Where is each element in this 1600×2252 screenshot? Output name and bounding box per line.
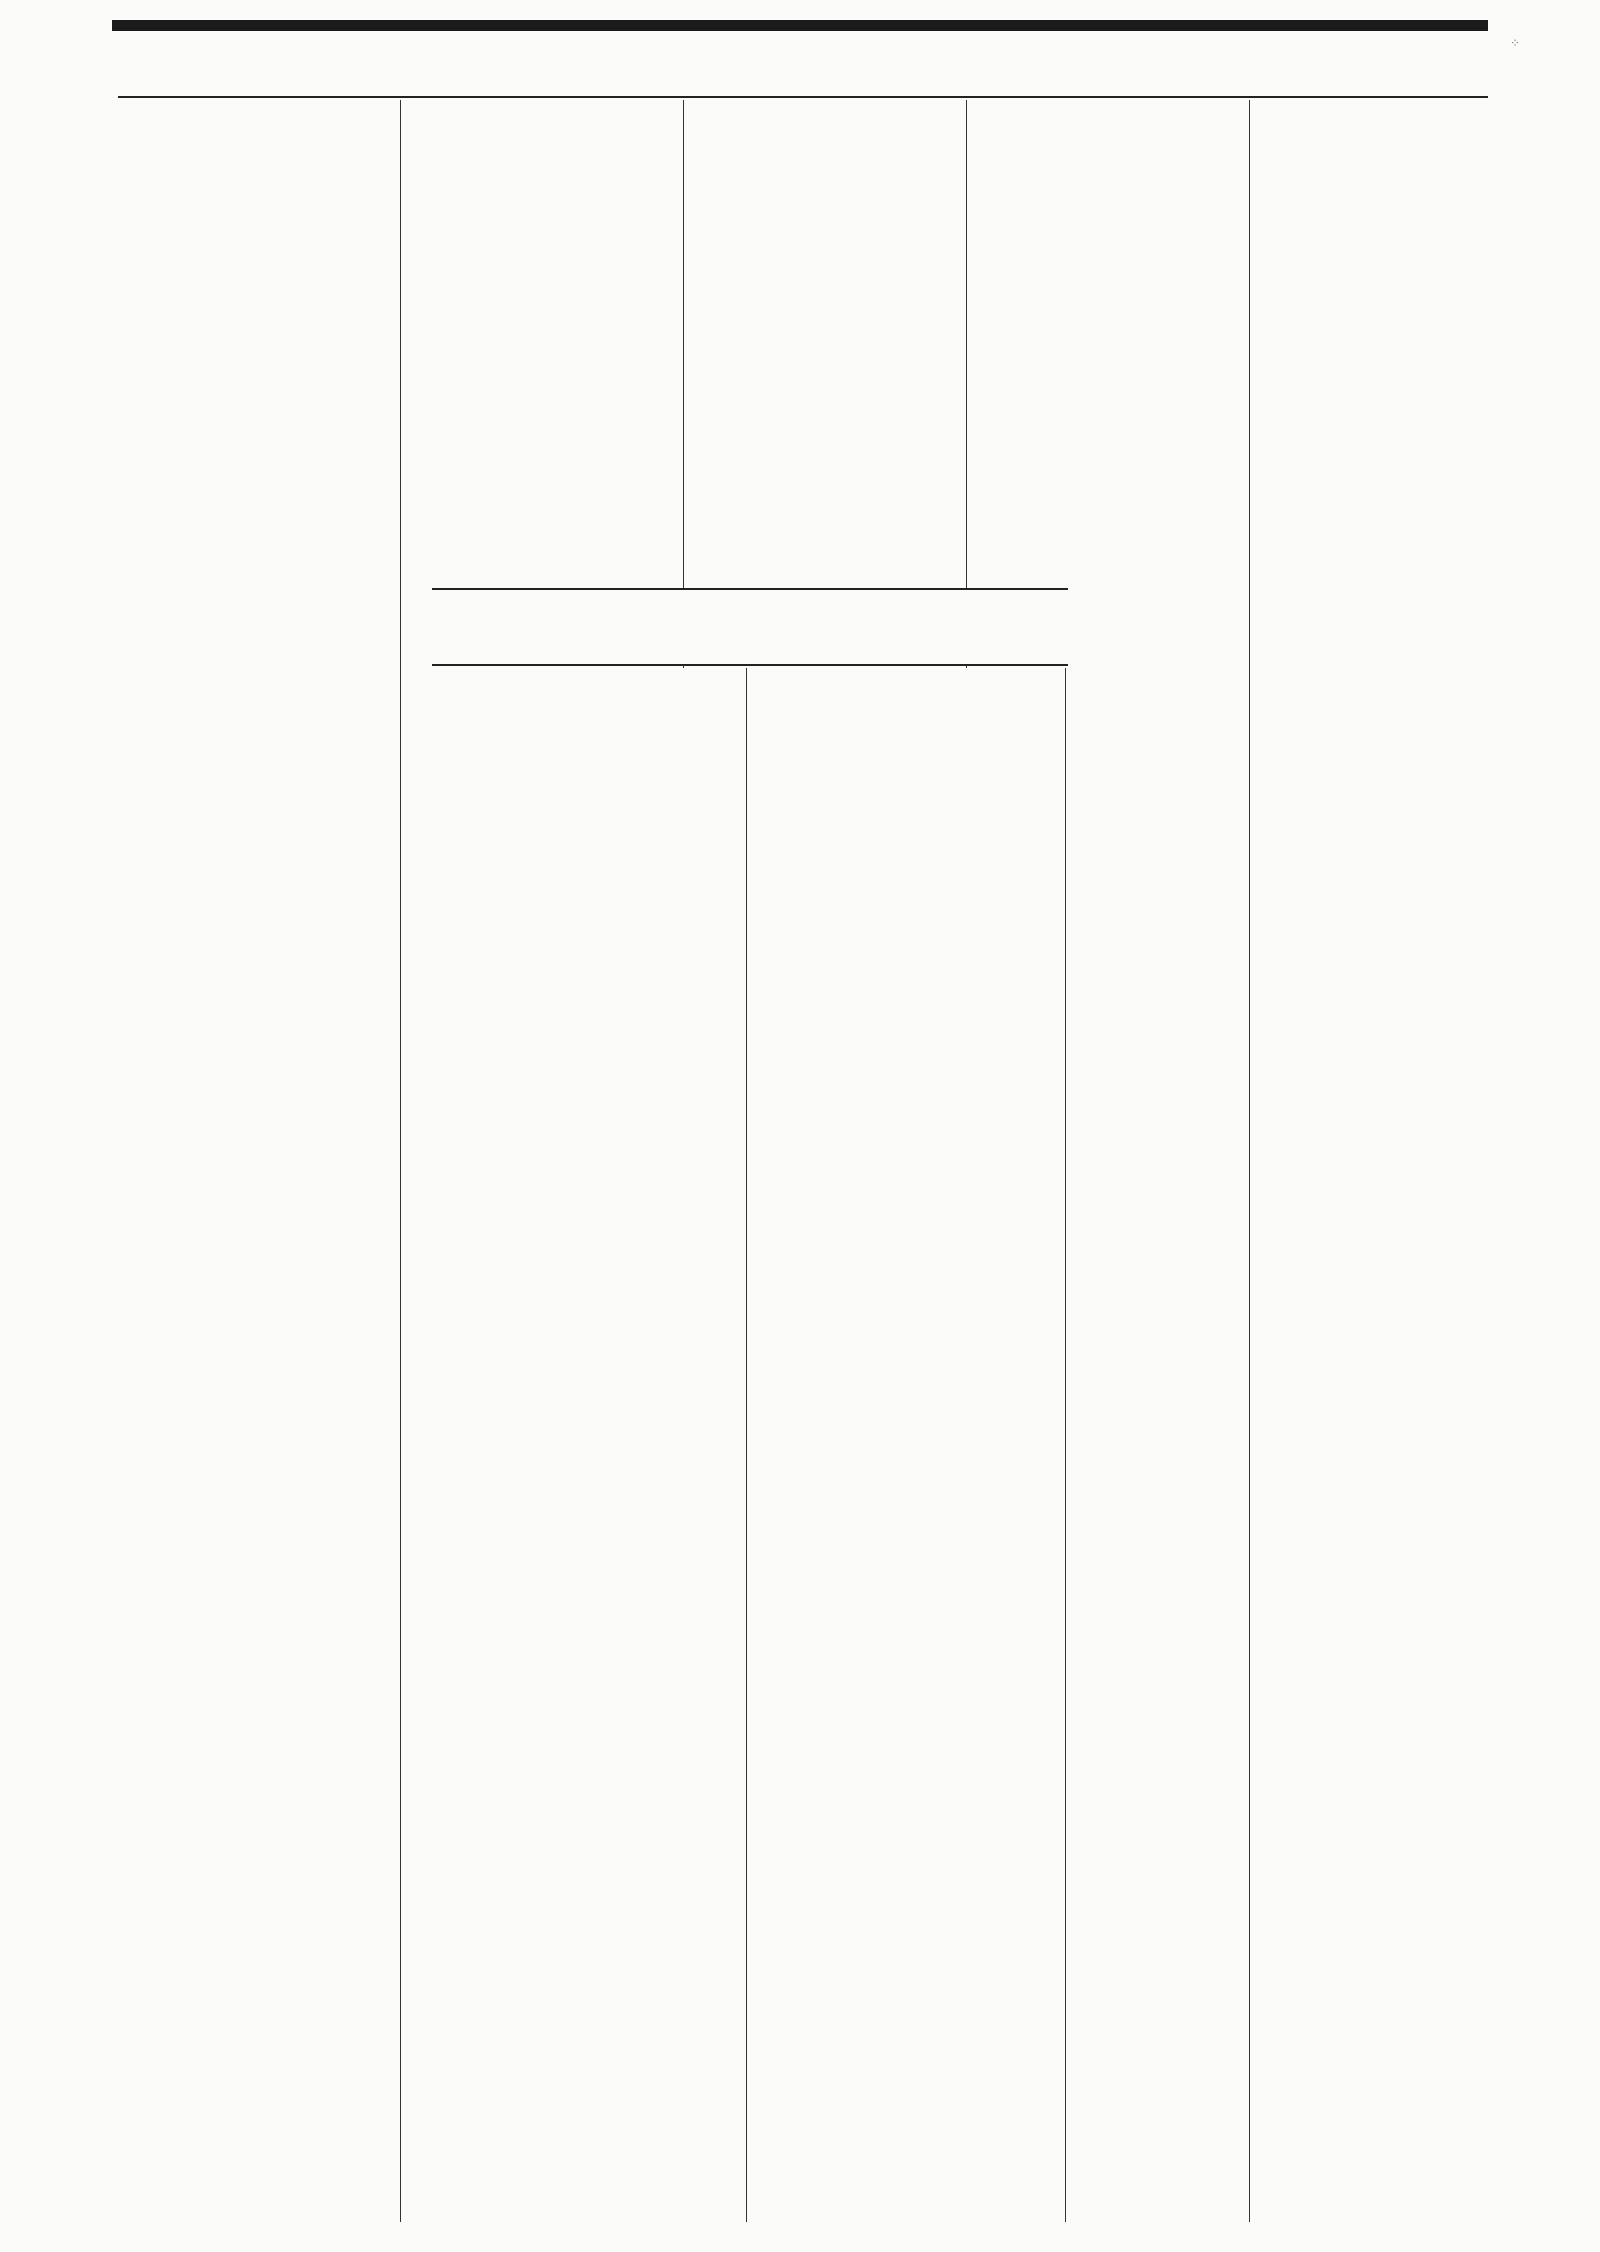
corner-mark: ⁘ xyxy=(1510,36,1521,50)
news-inset-left xyxy=(442,668,747,2222)
news-inset-right xyxy=(748,668,1066,2222)
top-rule xyxy=(112,20,1488,31)
column-1 xyxy=(118,100,401,2222)
page-header xyxy=(118,66,1488,98)
news-of-the-day-banner xyxy=(432,588,1068,666)
column-5 xyxy=(1250,100,1532,2222)
